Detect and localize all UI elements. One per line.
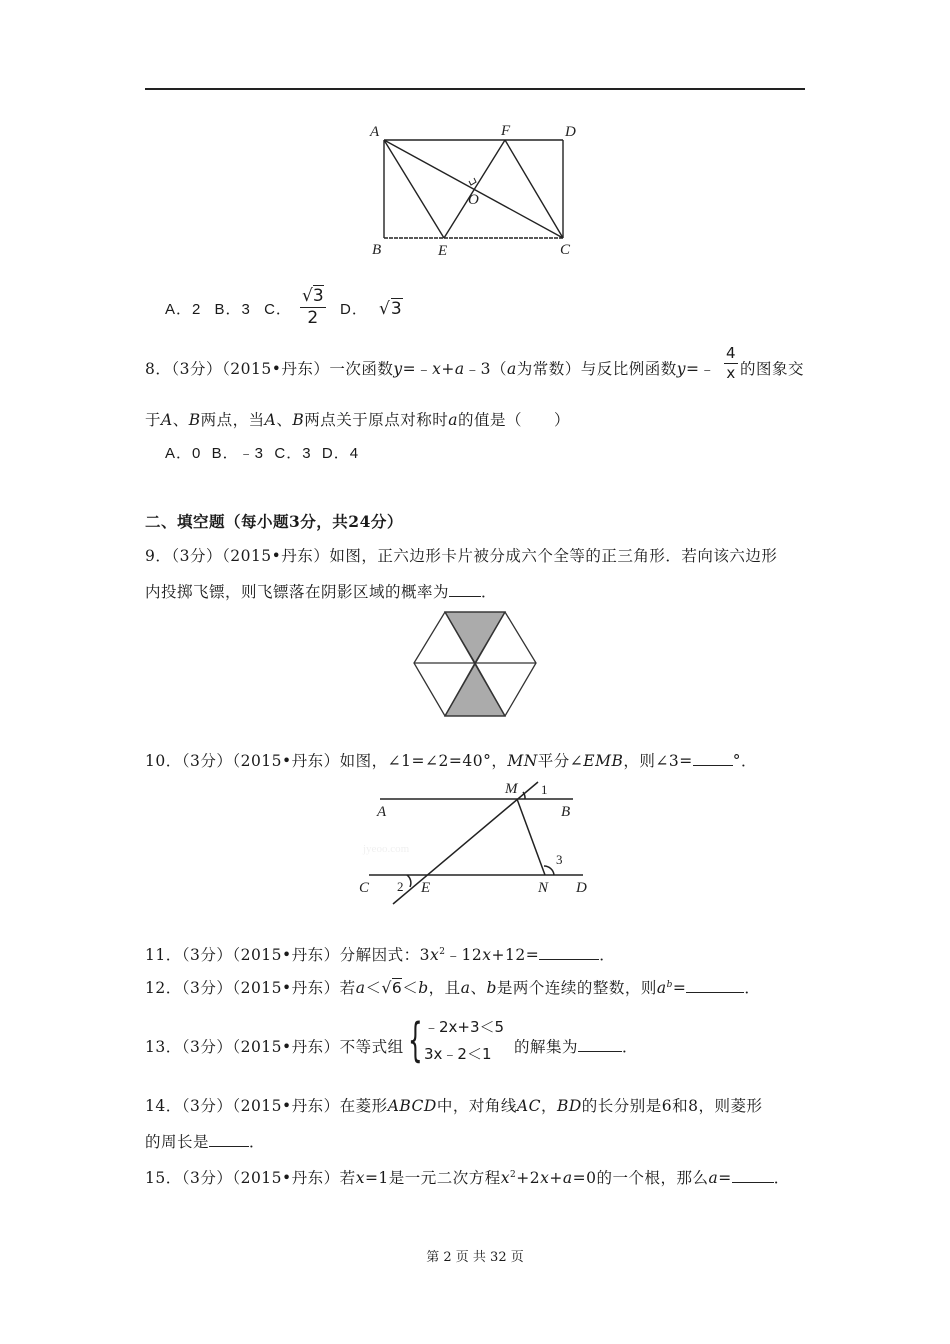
q7-option-b: B．3 <box>214 301 251 318</box>
figure-parallel-lines <box>355 774 595 909</box>
q7-options <box>165 298 292 319</box>
q7-option-d: D． √3 <box>340 299 403 319</box>
q7-option-c: C． <box>264 301 292 318</box>
label-angle-3: 3 <box>556 852 563 867</box>
label-F: F <box>501 123 511 139</box>
question-10: 10．（3分）（2015•丹东）如图，∠1=∠2=40°，MN平分∠EMB，则∠3= °． <box>145 752 757 770</box>
sqrt-symbol: √ <box>302 286 313 306</box>
answer-blank[interactable] <box>686 978 744 993</box>
q7-option-c-fraction: $\frac{√3}{2}$ <box>302 286 324 328</box>
question-14-line2: 的周长是 ． <box>145 1133 266 1151</box>
figure-rectangle-abcd <box>360 118 590 263</box>
question-13-suffix: 的解集为 ． <box>514 1038 639 1056</box>
question-9-line2: 内投掷飞镖，则飞镖落在阴影区域的概率为 ． <box>145 583 498 601</box>
header-rule <box>145 88 805 90</box>
label-angle-2: 2 <box>397 879 404 894</box>
answer-blank[interactable] <box>449 582 481 597</box>
figure-hexagon <box>410 608 540 720</box>
brace: { <box>408 1013 423 1067</box>
label-D: D <box>565 124 576 140</box>
label-M: M <box>505 781 518 797</box>
label-C: C <box>359 880 370 896</box>
question-14-line1: 14．（3分）（2015•丹东）在菱形ABCD中，对角线AC，BD的长分别是6和8，则菱形 <box>145 1097 763 1115</box>
answer-blank[interactable] <box>539 945 599 960</box>
label-C: C <box>560 242 571 258</box>
page-footer: 第 2 页 共 32 页 <box>426 1250 524 1265</box>
label-N: N <box>538 880 549 896</box>
label-A: A <box>377 804 387 820</box>
answer-blank[interactable] <box>209 1132 249 1147</box>
answer-blank[interactable] <box>578 1037 622 1052</box>
question-13-prefix: 13．（3分）（2015•丹东）不等式组 <box>145 1038 404 1056</box>
watermark: jyeoo.com <box>363 843 410 855</box>
label-O: O <box>468 192 479 208</box>
q8-options: A．0 B．﹣3 C．3 D．4 <box>165 445 360 462</box>
label-D: D <box>576 880 587 896</box>
question-8-line2: 于A、B两点，当A、B两点关于原点对称时a的值是（ ） <box>145 411 571 429</box>
label-A: A <box>370 124 380 140</box>
inequality-1: ﹣2x+3＜5 <box>424 1018 505 1036</box>
inequality-2: 3x﹣2＜1 <box>424 1045 492 1063</box>
label-E: E <box>421 880 431 896</box>
label-angle-1: 1 <box>541 782 548 797</box>
q8-fraction-4-over-x: $\frac{4}{x}$ <box>726 344 736 382</box>
question-8-line1-end: 的图象交 <box>740 360 805 378</box>
label-B: B <box>561 804 571 820</box>
inequality-system <box>408 1014 512 1070</box>
label-E: E <box>438 243 448 259</box>
question-9-line1: 9．（3分）（2015•丹东）如图，正六边形卡片被分成六个全等的正三角形．若向该六边形 <box>145 547 778 565</box>
section-2-heading: 二、填空题（每小题3分，共24分） <box>145 512 403 531</box>
answer-blank[interactable] <box>693 751 733 766</box>
question-12: 12．（3分）（2015•丹东）若a＜√6＜b，且a、b是两个连续的整数，则$a^b=$ ． <box>145 979 761 997</box>
question-15: 15．（3分）（2015•丹东）若x=1是一元二次方程$x^2+2x+a=0$的一个根，那么a= ． <box>145 1169 790 1187</box>
question-8-line1: 8．（3分）（2015•丹东）一次函数y=﹣x+a﹣3（a为常数）与反比例函数y=﹣ <box>145 360 716 378</box>
question-11: 11．（3分）（2015•丹东）分解因式：$3x^2﹣12x+12=$ ． <box>145 946 616 964</box>
q7-option-a: A．2 <box>165 301 202 318</box>
label-B: B <box>372 242 382 258</box>
answer-blank[interactable] <box>732 1168 774 1183</box>
